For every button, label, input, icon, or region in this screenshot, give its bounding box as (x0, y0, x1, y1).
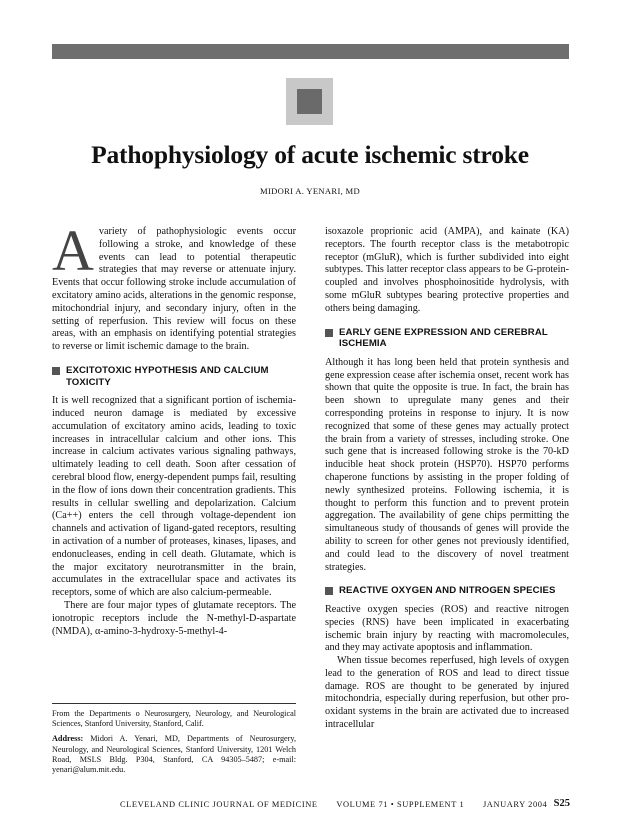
section-heading-excitotoxic: EXCITOTOXIC HYPOTHESIS AND CALCIUM TOXICITY (52, 365, 296, 388)
footer-journal: CLEVELAND CLINIC JOURNAL OF MEDICINE (120, 800, 318, 809)
right-column (325, 226, 569, 732)
page-number: S25 (553, 798, 570, 809)
author-byline: MIDORI A. YENARI, MD (260, 186, 360, 196)
ros-paragraph-2: When tissue becomes reperfused, high levels of oxygen lead to the generation of ROS and lead to direct tissue damage. ROS are thought to be generated by injured mitochondria, especially during reperfusion, but other pro-oxidant systems in the brain are activated due to increased intracellular (325, 655, 569, 731)
excitotoxic-paragraph-2: There are four major types of glutamate receptors. The ionotropic receptors include the N-methyl-D-aspartate (NMDA), α-amino-3-hydroxy-5-methyl-4- (52, 599, 296, 637)
header-bar (52, 44, 569, 59)
journal-logo-icon (286, 78, 333, 125)
section-square-icon (325, 587, 333, 595)
section-square-icon (52, 367, 60, 375)
intro-paragraph (52, 218, 296, 354)
gene-paragraph-1: Although it has long been held that protein synthesis and gene expression cease after ischemia onset, recent work has shown that quite the opposite is true. In fact, the brain has been shown to upregulate many genes and their corresponding proteins in response to injury. It is now recognized that some of these genes may actually protect the brain from a variety of stresses, including stroke. One such gene that is increased following stroke is the 70-kD inducible heat shock protein (HSP70). HSP70 performs chaperone functions by assisting in the proper folding of newly synthesized proteins. Following ischemia, it is thought to perform this function and to prevent protein aggregation. The availability of gene chips permitting the simultaneous study of thousands of genes will provide the ability to screen for other genes not previously identified, and could lead to the discovery of novel treatment strategies. (325, 356, 569, 573)
logo-inner-square (297, 89, 322, 114)
author-footnote (52, 703, 296, 780)
ros-paragraph-1: Reactive oxygen species (ROS) and reactive nitrogen species (RNS) have been implicated in exacerbating ischemic brain injury by reacting with macromolecules, and they may activate apoptosis and inflammation. (325, 603, 569, 654)
section-square-icon (325, 329, 333, 337)
section-heading-gene: EARLY GENE EXPRESSION AND CEREBRAL ISCHEMIA (325, 327, 569, 350)
excitotoxic-paragraph-1: It is well recognized that a significant portion of ischemia-induced neuron damage is mediated by excessive accumulation of excitatory amino acids, leading to toxic increases in intracellular calcium and other ions. This increase in calcium activates various signaling pathways, ultimately leading to cell death. Soon after cessation of cerebral blood flow, energy-dependent pumps fail, resulting in the flow of ions down their concentration gradients. This results in cellular swelling and depolarization. Calcium (Ca++) enters the cell through voltage-dependent ion channels and activation of ligand-gated receptors, resulting in activation of a number of proteases, kinases, lipases, and endonucleases, ending in cell death. Glutamate, which is the major excitatory neurotransmitter in the brain, accumulates in the extracellular space and activates its receptors, some of which are also calcium-permeable. (52, 395, 296, 599)
footer-volume: VOLUME 71 • SUPPLEMENT 1 (336, 800, 465, 809)
section-heading-ros: REACTIVE OXYGEN AND NITROGEN SPECIES (325, 585, 569, 597)
footnote-address: Address: Midori A. Yenari, MD, Departments of Neurosurgery, Neurology, and Neurological Sciences, Stanford University, 1201 Welch Road, MSLS Bldg. P304, Stanford, CA 94305–5487; e-mail: yenari@alum.mit.edu. (52, 734, 297, 775)
left-column (52, 218, 296, 638)
article-title: Pathophysiology of acute ischemic stroke (91, 140, 529, 169)
excitotoxic-paragraph-2-continued: isoxazole proprionic acid (AMPA), and kainate (KA) receptors. The fourth receptor class is the metabotropic receptor (mGluR), which is further subdivided into eight subtypes. This latter receptor class appears to be G-protein-coupled and involves phosphoinositide hydrolysis, with some mGluR subtypes bearing protective properties and others being damaging. (325, 226, 569, 314)
footer-date: JANUARY 2004 (482, 800, 548, 809)
page-footer (120, 800, 570, 809)
intro-text: variety of pathophysiologic events occur following a stroke, and knowledge of these events can lead to potential therapeutic strategies that may reverse or attenuate injury. Events that occur following stroke include accumulation of excitatory amino acids, alterations in the genomic response, mitochondrial injury, and secondary injury, often in the setting of reperfusion. This review will focus on these areas, with an emphasis on identifying potential strategies to reverse or limit ischemic damage to the brain. (52, 226, 296, 353)
drop-cap: A (52, 218, 94, 283)
footnote-affiliation: From the Departments o Neurosurgery, Neurology, and Neurological Sciences, Stanford University, Stanford, Calif. (52, 709, 296, 729)
